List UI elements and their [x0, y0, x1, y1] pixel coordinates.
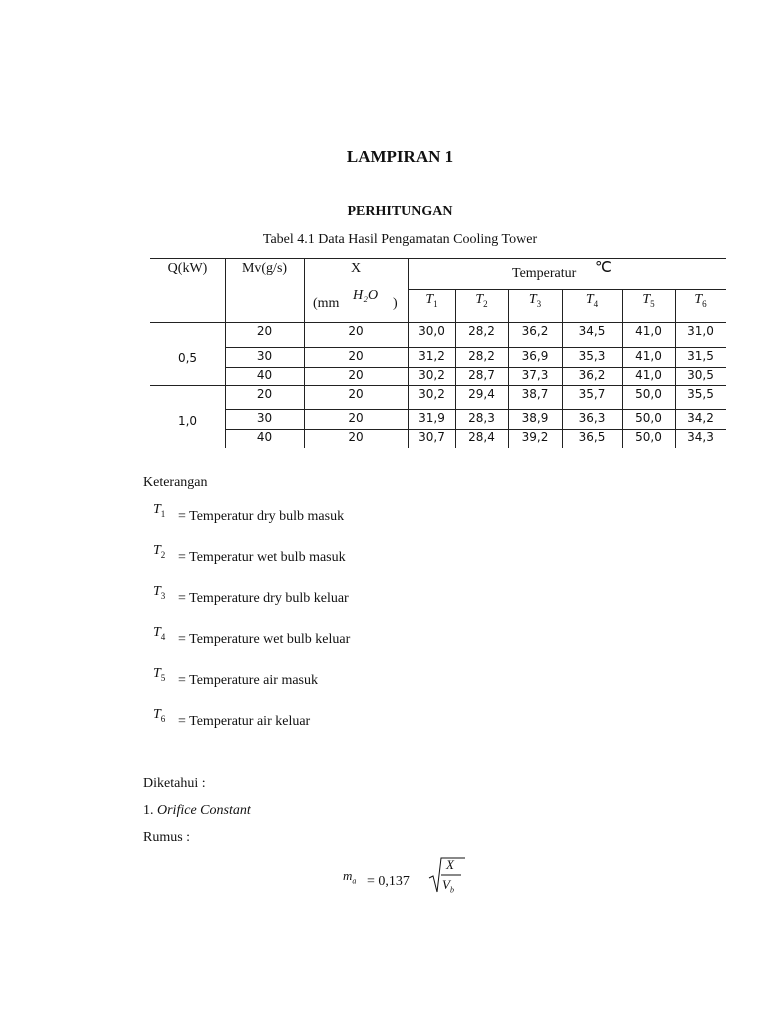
- header-bottom-border: [150, 322, 726, 323]
- cell-temp: 29,4: [468, 387, 495, 401]
- header-x-unit-open: (mm: [313, 296, 340, 311]
- cell-temp: 35,5: [687, 387, 714, 401]
- header-x-unit-close: ): [393, 296, 398, 311]
- temp-symbol-base: T: [528, 292, 537, 307]
- page-title: LAMPIRAN 1: [346, 147, 454, 166]
- formula-lhs-sub: a: [352, 876, 357, 886]
- legend-symbol-sub: 1: [160, 508, 166, 519]
- formula-denominator-base: V: [442, 877, 450, 892]
- data-table: [150, 258, 726, 448]
- cell-x: 20: [348, 349, 364, 363]
- legend-text: = Temperature air masuk: [178, 673, 318, 688]
- legend-symbol-sub: 2: [160, 549, 166, 560]
- cell-temp: 50,0: [635, 387, 662, 401]
- cell-temp: 31,5: [687, 349, 714, 363]
- item-1-number: 1.: [143, 803, 154, 818]
- legend-symbol-base: T: [153, 625, 161, 640]
- legend-symbol: [153, 502, 165, 519]
- legend-symbol: [153, 707, 165, 724]
- diketahui-label: Diketahui :: [143, 776, 206, 791]
- legend-symbol-base: T: [153, 666, 161, 681]
- item-1: [143, 803, 251, 819]
- legend-symbol-sub: 5: [160, 672, 166, 683]
- header-temperatur: Temperatur: [512, 266, 577, 281]
- header-x-unit-symbol: H₂O: [353, 288, 379, 303]
- cell-temp: 36,3: [578, 411, 606, 425]
- temp-symbol-sub: 3: [536, 298, 542, 309]
- table-caption: Tabel 4.1 Data Hasil Pengamatan Cooling Tower: [262, 232, 538, 247]
- temp-symbol-sub: 5: [650, 298, 655, 309]
- temp-symbol-sub: 6: [702, 298, 707, 309]
- cell-x: 20: [348, 324, 364, 338]
- legend-symbol: [153, 666, 165, 683]
- section-title: PERHITUNGAN: [347, 204, 453, 219]
- cell-temp: 30,7: [418, 430, 445, 444]
- cell-temp: 28,2: [468, 349, 495, 363]
- legend-text: = Temperatur dry bulb masuk: [178, 509, 345, 524]
- formula-equals: = 0,137: [367, 874, 410, 889]
- temp-symbol-header: [508, 292, 562, 309]
- cell-temp: 35,3: [578, 349, 606, 363]
- row-divider: [225, 409, 726, 410]
- cell-x: 20: [348, 430, 364, 444]
- legend-text: = Temperatur wet bulb masuk: [178, 550, 346, 565]
- cell-temp: 31,2: [418, 349, 445, 363]
- legend-text: = Temperature wet bulb keluar: [178, 632, 351, 647]
- header-temp-unit: ℃: [595, 260, 612, 276]
- temp-symbol-header: [408, 292, 455, 309]
- cell-temp: 36,9: [521, 349, 549, 363]
- legend-symbol: [153, 543, 165, 560]
- legend-symbol-sub: 4: [160, 631, 166, 642]
- legend-symbol-base: T: [153, 707, 161, 722]
- legend-symbol-base: T: [153, 543, 161, 558]
- cell-x: 20: [348, 368, 364, 382]
- cell-temp: 30,0: [418, 324, 445, 338]
- cell-temp: 36,5: [578, 430, 606, 444]
- temp-symbol-header: [562, 292, 622, 309]
- temp-symbol-header: [622, 292, 675, 309]
- cell-temp: 28,4: [468, 430, 495, 444]
- item-1-title: Orifice Constant: [157, 803, 251, 818]
- temp-symbol-base: T: [694, 292, 703, 307]
- temp-symbol-header: [455, 292, 508, 309]
- temp-symbol-sub: 4: [593, 298, 599, 309]
- legend-symbol: [153, 584, 165, 601]
- legend-symbol-base: T: [153, 584, 161, 599]
- q-group-label: 0,5: [177, 351, 198, 365]
- cell-temp: 28,7: [468, 368, 495, 382]
- cell-mv: 20: [256, 324, 273, 338]
- cell-temp: 41,0: [635, 349, 662, 363]
- temp-symbol-base: T: [475, 292, 484, 307]
- cell-temp: 36,2: [578, 368, 606, 382]
- temp-symbol-sub: 1: [433, 298, 438, 309]
- formula-lhs-base: m: [343, 868, 353, 883]
- cell-temp: 37,3: [521, 368, 549, 382]
- cell-temp: 39,2: [521, 430, 549, 444]
- cell-x: 20: [348, 387, 364, 401]
- row-divider: [225, 347, 726, 348]
- cell-temp: 36,2: [521, 324, 549, 338]
- cell-temp: 35,7: [578, 387, 606, 401]
- cell-mv: 30: [256, 411, 273, 425]
- formula-numerator: X: [446, 857, 454, 872]
- q-group-label: 1,0: [177, 414, 198, 428]
- cell-mv: 20: [256, 387, 273, 401]
- cell-temp: 34,5: [578, 324, 606, 338]
- keterangan-label: Keterangan: [143, 475, 208, 490]
- formula-lhs: [343, 868, 356, 886]
- cell-temp: 31,0: [687, 324, 714, 338]
- cell-temp: 30,2: [418, 368, 445, 382]
- cell-temp: 50,0: [635, 411, 662, 425]
- cell-temp: 30,2: [418, 387, 445, 401]
- cell-temp: 41,0: [635, 368, 662, 382]
- rumus-label: Rumus :: [143, 830, 191, 845]
- legend-symbol-sub: 3: [160, 590, 166, 601]
- legend-symbol: [153, 625, 165, 642]
- temp-symbol-base: T: [425, 292, 434, 307]
- temp-symbol-header: [675, 292, 726, 309]
- group-divider: [150, 385, 726, 386]
- cell-temp: 34,3: [687, 430, 714, 444]
- header-x: X: [350, 261, 362, 276]
- cell-temp: 41,0: [635, 324, 662, 338]
- cell-temp: 38,9: [521, 411, 549, 425]
- legend-symbol-sub: 6: [160, 713, 166, 724]
- legend-symbol-base: T: [153, 502, 161, 517]
- temp-symbol-base: T: [642, 292, 651, 307]
- cell-temp: 50,0: [635, 430, 662, 444]
- cell-mv: 40: [256, 368, 273, 382]
- table-top-border: [150, 258, 726, 259]
- cell-temp: 28,3: [468, 411, 495, 425]
- legend-text: = Temperature dry bulb keluar: [178, 591, 349, 606]
- header-mv: Mv(g/s): [241, 261, 288, 276]
- cell-mv: 30: [256, 349, 273, 363]
- formula-denominator-sub: b: [449, 885, 454, 895]
- header-q: Q(kW): [167, 261, 208, 276]
- temp-symbol-base: T: [585, 292, 594, 307]
- cell-temp: 31,9: [418, 411, 445, 425]
- legend-text: = Temperatur air keluar: [178, 714, 311, 729]
- cell-temp: 34,2: [687, 411, 714, 425]
- temp-symbol-sub: 2: [483, 298, 488, 309]
- cell-temp: 30,5: [687, 368, 714, 382]
- cell-temp: 28,2: [468, 324, 495, 338]
- formula-denominator: [442, 877, 454, 895]
- cell-temp: 38,7: [521, 387, 549, 401]
- cell-mv: 40: [256, 430, 273, 444]
- cell-x: 20: [348, 411, 364, 425]
